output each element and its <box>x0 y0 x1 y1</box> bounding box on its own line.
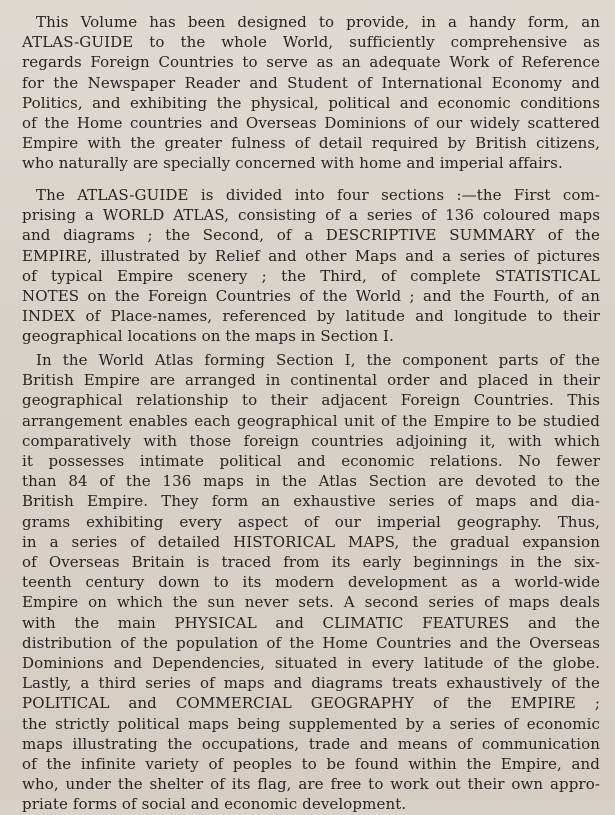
text-line: teenth century down to its modern development as a world-wide <box>22 573 600 592</box>
text-line: geographical relationship to their adjacent Foreign Countries. This <box>22 391 600 410</box>
text-line: British Empire are arranged in continental order and placed in their <box>22 371 600 390</box>
text-line: of the infinite variety of peoples to be found within the Empire, and <box>22 755 600 774</box>
text-line: in a series of detailed HISTORICAL MAPS, the gradual expansion <box>22 532 600 551</box>
text-line: who, under the shelter of its flag, are free to work out their own appro- <box>22 775 600 794</box>
text-line: comparatively with those foreign countries adjoining it, with which <box>22 431 600 450</box>
text-line: Empire with the greater fulness of detail required by British citizens, <box>22 134 600 153</box>
text-line: geographical locations on the maps in Section I. <box>22 327 394 346</box>
text-line: Empire on which the sun never sets. A second series of maps deals <box>22 593 600 612</box>
text-line: and diagrams ; the Second, of a DESCRIPTIVE SUMMARY of the <box>22 226 600 245</box>
text-line: In the World Atlas forming Section I, the component parts of the <box>36 351 600 369</box>
text-line: INDEX of Place-names, referenced by latitude and longitude to their <box>22 307 600 326</box>
text-line: POLITICAL and COMMERCIAL GEOGRAPHY of the EMPIRE ; <box>22 694 600 713</box>
text-line: distribution of the population of the Home Countries and the Overseas <box>22 633 600 652</box>
text-line: of typical Empire scenery ; the Third, of complete STATISTICAL <box>22 266 600 285</box>
paragraph-introduction <box>22 12 600 174</box>
text-line: EMPIRE, illustrated by Relief and other Maps and a series of pictures <box>22 246 600 265</box>
text-line: arrangement enables each geographical unit of the Empire to be studied <box>22 411 600 430</box>
text-line: Lastly, a third series of maps and diagrams treats exhaustively of the <box>22 674 600 693</box>
text-line: maps illustrating the occupations, trade and means of communication <box>22 734 600 753</box>
paragraph-sections-overview <box>22 185 600 347</box>
text-line: prising a WORLD ATLAS, consisting of a series of 136 coloured maps <box>22 206 600 225</box>
text-line: The ATLAS-GUIDE is divided into four sections :—the First com- <box>36 186 600 204</box>
text-line: priate forms of social and economic development. <box>22 795 407 814</box>
text-line: grams exhibiting every aspect of our imperial geography. Thus, <box>22 512 600 531</box>
text-line: ATLAS-GUIDE to the whole World, sufficiently comprehensive as <box>22 33 600 52</box>
text-line: than 84 of the 136 maps in the Atlas Section are devoted to the <box>22 472 600 491</box>
text-line: Politics, and exhibiting the physical, political and economic conditions <box>22 93 600 112</box>
text-line: NOTES on the Foreign Countries of the World ; and the Fourth, of an <box>22 287 600 306</box>
text-line: with the main PHYSICAL and CLIMATIC FEATURES and the <box>22 613 600 632</box>
text-line: the strictly political maps being supplemented by a series of economic <box>22 714 600 733</box>
text-line: it possesses intimate political and economic relations. No fewer <box>22 452 600 471</box>
text-line: British Empire. They form an exhaustive series of maps and dia- <box>22 492 600 511</box>
text-line: for the Newspaper Reader and Student of International Economy and <box>22 73 600 92</box>
text-line: of Overseas Britain is traced from its early beginnings in the six- <box>22 553 600 572</box>
text-line: regards Foreign Countries to serve as an adequate Work of Reference <box>22 53 600 72</box>
text-line: who naturally are specially concerned with home and imperial affairs. <box>22 154 563 173</box>
paragraph-world-atlas-description <box>22 350 600 815</box>
text-line: This Volume has been designed to provide, in a handy form, an <box>36 13 600 31</box>
text-line: Dominions and Dependencies, situated in every latitude of the globe. <box>22 654 600 673</box>
text-line: of the Home countries and Overseas Dominions of our widely scattered <box>22 114 600 133</box>
